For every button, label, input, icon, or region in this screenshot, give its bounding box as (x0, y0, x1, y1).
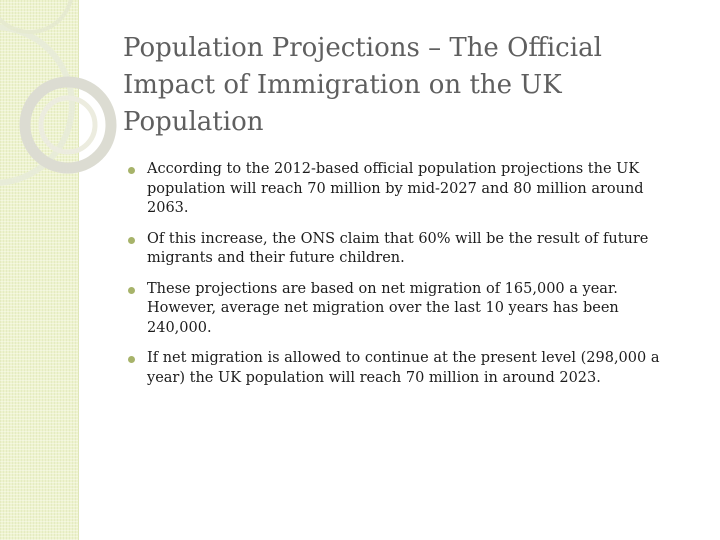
slide-title: Population Projections – The Official Impact of Immigration on the UK Population (123, 33, 602, 137)
bullet-list (128, 160, 673, 399)
top-arc (0, 0, 72, 32)
bullet-item (128, 230, 673, 269)
bullet-text: These projections are based on net migration of 165,000 a year. However, average net migration over the last 10 years has been 240,000. (147, 280, 619, 336)
bullet-dot-icon (128, 167, 135, 174)
bullet-text: According to the 2012-based official population projections the UK population will reach 70 million by mid-2027 and 80 million around 2063. (147, 161, 644, 216)
concentric-circles-decoration (0, 0, 140, 220)
bullet-text: If net migration is allowed to continue at the present level (298,000 a year) the UK population will reach 70 million in around 2023. (147, 350, 660, 386)
bullet-text: Of this increase, the ONS claim that 60% will be the result of future migrants and their future children. (147, 230, 649, 266)
bullet-item (128, 349, 673, 388)
bullet-item (128, 160, 673, 219)
bullet-dot-icon (128, 287, 135, 294)
bullet-dot-icon (128, 356, 135, 363)
bullet-item (128, 280, 673, 339)
bullet-dot-icon (128, 237, 135, 244)
